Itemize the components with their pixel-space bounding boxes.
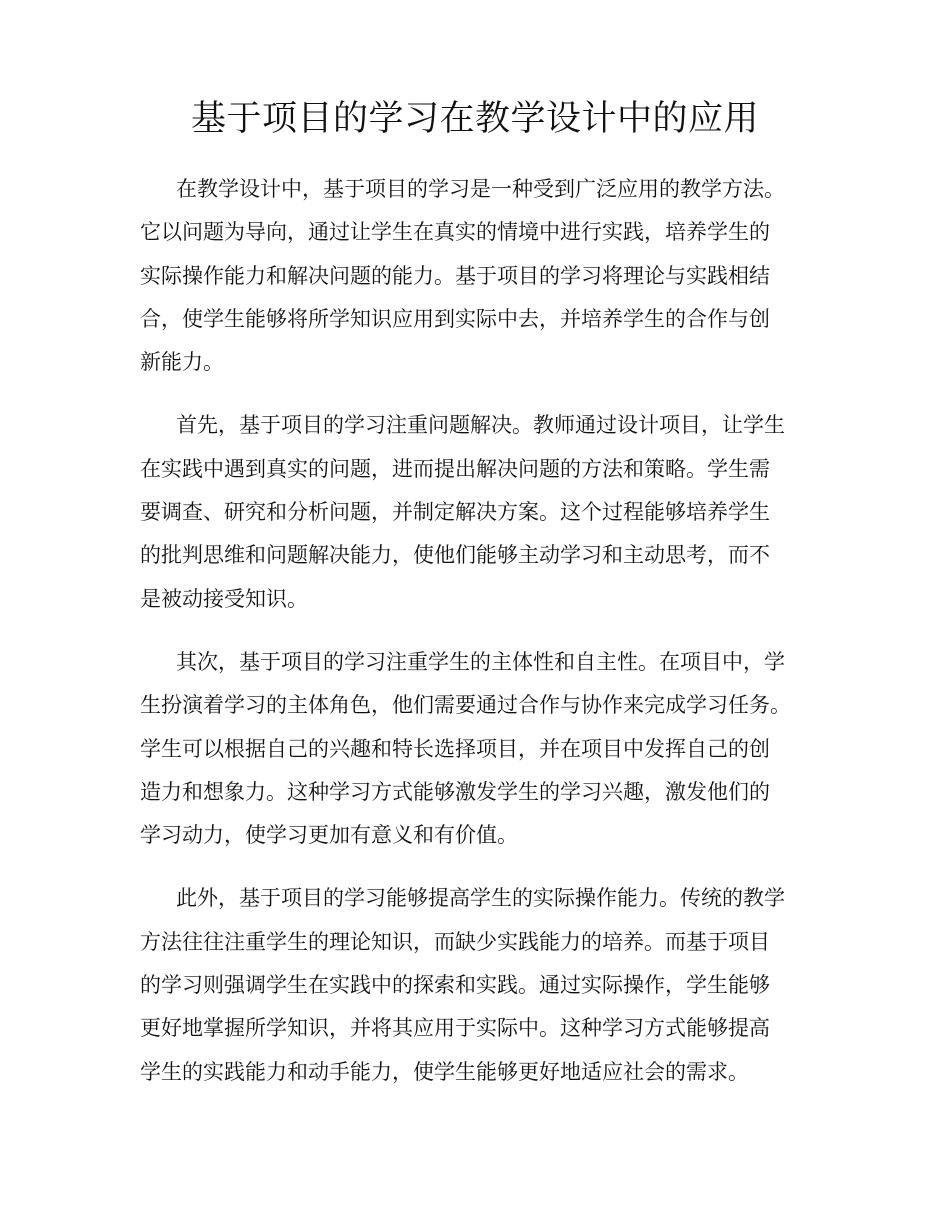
paragraph-line: 学习动力，使学习更加有意义和有价值。 [140, 823, 518, 848]
paragraph-2 [140, 404, 840, 620]
document-title: 基于项目的学习在教学设计中的应用 [190, 99, 759, 139]
paragraph-line: 在实践中遇到真实的问题，进而提出解决问题的方法和策略。学生需 [140, 456, 770, 481]
paragraph-line: 实际操作能力和解决问题的能力。基于项目的学习将理论与实践相结 [140, 263, 770, 288]
paragraph-line: 更好地掌握所学知识，并将其应用于实际中。这种学习方式能够提高 [140, 1016, 770, 1041]
paragraph-line: 学生的实践能力和动手能力，使学生能够更好地适应社会的需求。 [140, 1059, 749, 1084]
document-body [140, 168, 840, 1114]
paragraph-line: 其次，基于项目的学习注重学生的主体性和自主性。在项目中，学 [176, 649, 785, 674]
paragraph-line: 方法往往注重学生的理论知识，而缺少实践能力的培养。而基于项目 [140, 929, 770, 954]
paragraph-line: 要调查、研究和分析问题，并制定解决方案。这个过程能够培养学生 [140, 500, 770, 525]
paragraph-line: 的学习则强调学生在实践中的探索和实践。通过实际操作，学生能够 [140, 973, 770, 998]
paragraph-3 [140, 641, 840, 857]
paragraph-line: 造力和想象力。这种学习方式能够激发学生的学习兴趣，激发他们的 [140, 779, 770, 804]
paragraph-line: 的批判思维和问题解决能力，使他们能够主动学习和主动思考，而不 [140, 543, 770, 568]
paragraph-line: 是被动接受知识。 [140, 586, 308, 611]
paragraph-line: 新能力。 [140, 350, 224, 375]
paragraph-line: 在教学设计中，基于项目的学习是一种受到广泛应用的教学方法。 [176, 177, 785, 201]
paragraph-line: 学生可以根据自己的兴趣和特长选择项目，并在项目中发挥自己的创 [140, 736, 770, 761]
paragraph-1 [140, 168, 840, 384]
paragraph-4 [140, 877, 840, 1093]
paragraph-line: 生扮演着学习的主体角色，他们需要通过合作与协作来完成学习任务。 [140, 693, 791, 718]
paragraph-line: 合，使学生能够将所学知识应用到实际中去，并培养学生的合作与创 [140, 306, 770, 331]
paragraph-line: 它以问题为导向，通过让学生在真实的情境中进行实践，培养学生的 [140, 220, 770, 245]
paragraph-line: 此外，基于项目的学习能够提高学生的实际操作能力。传统的教学 [176, 886, 785, 911]
paragraph-line: 首先，基于项目的学习注重问题解决。教师通过设计项目，让学生 [176, 413, 785, 438]
